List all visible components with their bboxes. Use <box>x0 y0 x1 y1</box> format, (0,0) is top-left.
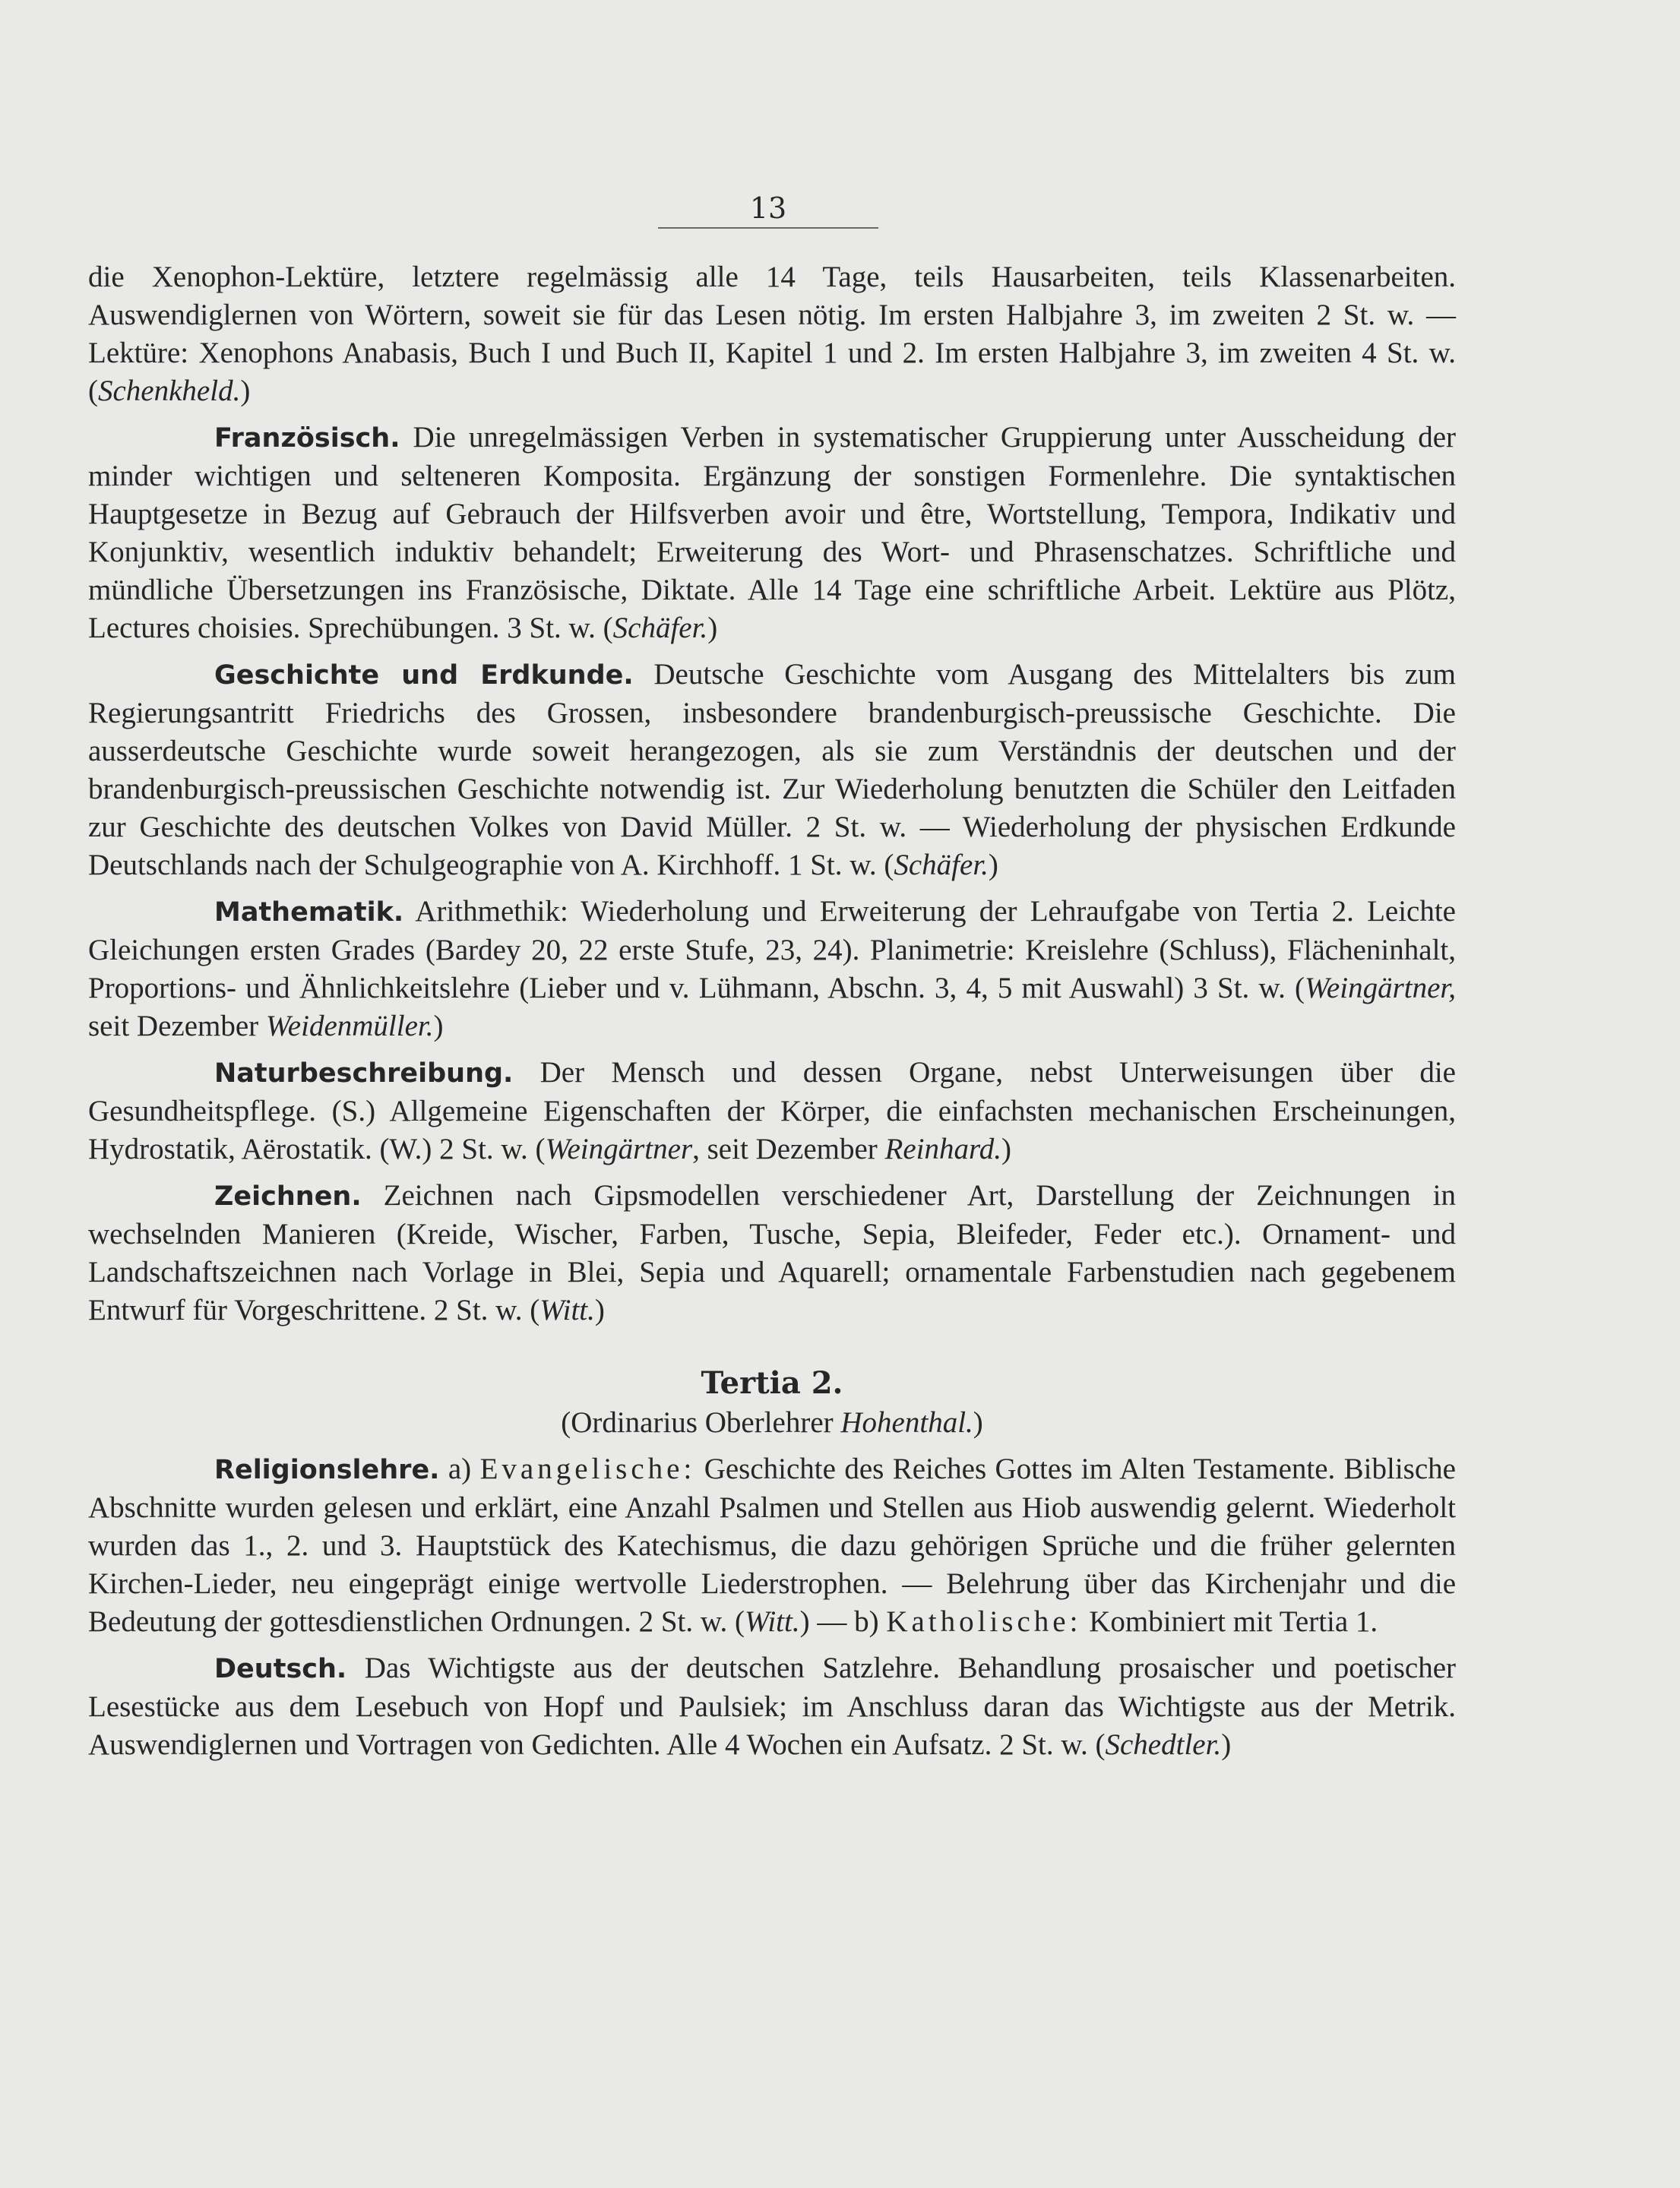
paragraph-zeichnen: Zeichnen. Zeichnen nach Gipsmodellen verschiedener Art, Darstellung der Zeichnungen in wechselnden Manieren (Kreide, Wischer, Farben, Tusche, Sepia, Bleifeder, Feder etc.). Ornament- und Landschaftszeichnen nach Vorlage in Blei, Sepia und Aquarell; ornamentale Farbenstudien nach gegebenem Entwurf für Vorgeschrittene. 2 St. w. (Witt.) <box>88 1179 1456 1326</box>
subject-heading: Französisch. <box>214 423 400 454</box>
header-rule <box>658 227 878 229</box>
subject-heading: Religionslehre. <box>214 1455 440 1485</box>
paragraph-franzoesisch: Französisch. Die unregelmässigen Verben in systematischer Gruppierung unter Ausscheidung der minder wichtigen und selteneren Komposita. Ergänzung der sonstigen Formenlehre. Die syntaktischen Hauptgesetze in Bezug auf Gebrauch der Hilfsverben avoir und être, Wortstellung, Tempora, Indikativ und Konjunktiv, wesentlich induktiv behandelt; Erweiterung des Wort- und Phrasenschatzes. Schriftliche und mündliche Übersetzungen ins Französische, Diktate. Alle 14 Tage eine schriftliche Arbeit. Lektüre aus Plötz, Lectures choisies. Sprechübungen. 3 St. w. (Schäfer.) <box>88 421 1456 644</box>
subject-heading: Geschichte und Erdkunde. <box>214 660 634 691</box>
subject-heading: Mathematik. <box>214 897 404 928</box>
paragraph-naturbeschreibung: Naturbeschreibung. Der Mensch und dessen Organe, nebst Unterweisungen über die Gesundheitspflege. (S.) Allgemeine Eigenschaften der Körper, die einfachsten mechanischen Erscheinungen, Hydrostatik, Aërostatik. (W.) 2 St. w. (Weingärtner, seit Dezember Reinhard.) <box>88 1056 1456 1165</box>
paragraph-deutsch: Deutsch. Das Wichtigste aus der deutschen Satzlehre. Behandlung prosaischer und poetischer Lesestücke aus dem Lesebuch von Hopf und Paulsiek; im Anschluss daran das Wichtigste aus der Metrik. Auswendiglernen und Vortragen von Gedichten. Alle 4 Wochen ein Aufsatz. 2 St. w. (Schedtler.) <box>88 1652 1456 1761</box>
page-number: 13 <box>749 191 787 225</box>
paragraph-mathematik: Mathematik. Arithmethik: Wiederholung und Erweiterung der Lehraufgabe von Tertia 2. Leichte Gleichungen ersten Grades (Bardey 20, 22 erste Stufe, 23, 24). Planimetrie: Kreislehre (Schluss), Flächeninhalt, Proportions- und Ähnlichkeitslehre (Lieber und v. Lühmann, Abschn. 3, 4, 5 mit Auswahl) 3 St. w. (Weingärtner, seit Dezember Weidenmüller.) <box>88 895 1456 1042</box>
section-title: Tertia 2. <box>701 1365 843 1401</box>
section-subtitle: (Ordinarius Oberlehrer Hohenthal.) <box>561 1406 983 1439</box>
paragraph-greek-continued: die Xenophon-Lektüre, letztere regelmässig alle 14 Tage, teils Hausarbeiten, teils Klassenarbeiten. Auswendiglernen von Wörtern, soweit sie für das Lesen nötig. Im ersten Halbjahre 3, im zweiten 2 St. w. — Lektüre: Xenophons Anabasis, Buch I und Buch II, Kapitel 1 und 2. Im ersten Halbjahre 3, im zweiten 4 St. w. (Schenkheld.) <box>88 261 1456 407</box>
subject-heading: Deutsch. <box>214 1654 347 1684</box>
paragraph-religionslehre: Religionslehre. a) Evangelische: Geschichte des Reiches Gottes im Alten Testamente. Biblische Abschnitte wurden gelesen und erklärt, eine Anzahl Psalmen und Stellen aus Hiob auswendig gelernt. Wiederholt wurden das 1., 2. und 3. Hauptstück des Katechismus, die dazu gehörigen Sprüche und die früher gelernten Kirchen-Lieder, neu eingeprägt einige wertvolle Liederstrophen. — Belehrung über das Kirchenjahr und die Bedeutung der gottesdienstlichen Ordnungen. 2 St. w. (Witt.) — b) Katholische: Kombiniert mit Tertia 1. <box>88 1453 1456 1638</box>
paragraph-geschichte: Geschichte und Erdkunde. Deutsche Geschichte vom Ausgang des Mittelalters bis zum Regierungsantritt Friedrichs des Grossen, insbesondere brandenburgisch-preussische Geschichte. Die ausserdeutsche Geschichte wurde soweit herangezogen, als sie zum Verständnis der deutschen und der brandenburgisch-preussischen Geschichte notwendig ist. Zur Wiederholung benutzten die Schüler den Leitfaden zur Geschichte des deutschen Volkes von David Müller. 2 St. w. — Wiederholung der physischen Erdkunde Deutschlands nach der Schulgeographie von A. Kirchhoff. 1 St. w. (Schäfer.) <box>88 658 1456 881</box>
subject-heading: Naturbeschreibung. <box>214 1058 514 1089</box>
subject-heading: Zeichnen. <box>214 1181 362 1212</box>
page-body <box>88 258 1456 1772</box>
